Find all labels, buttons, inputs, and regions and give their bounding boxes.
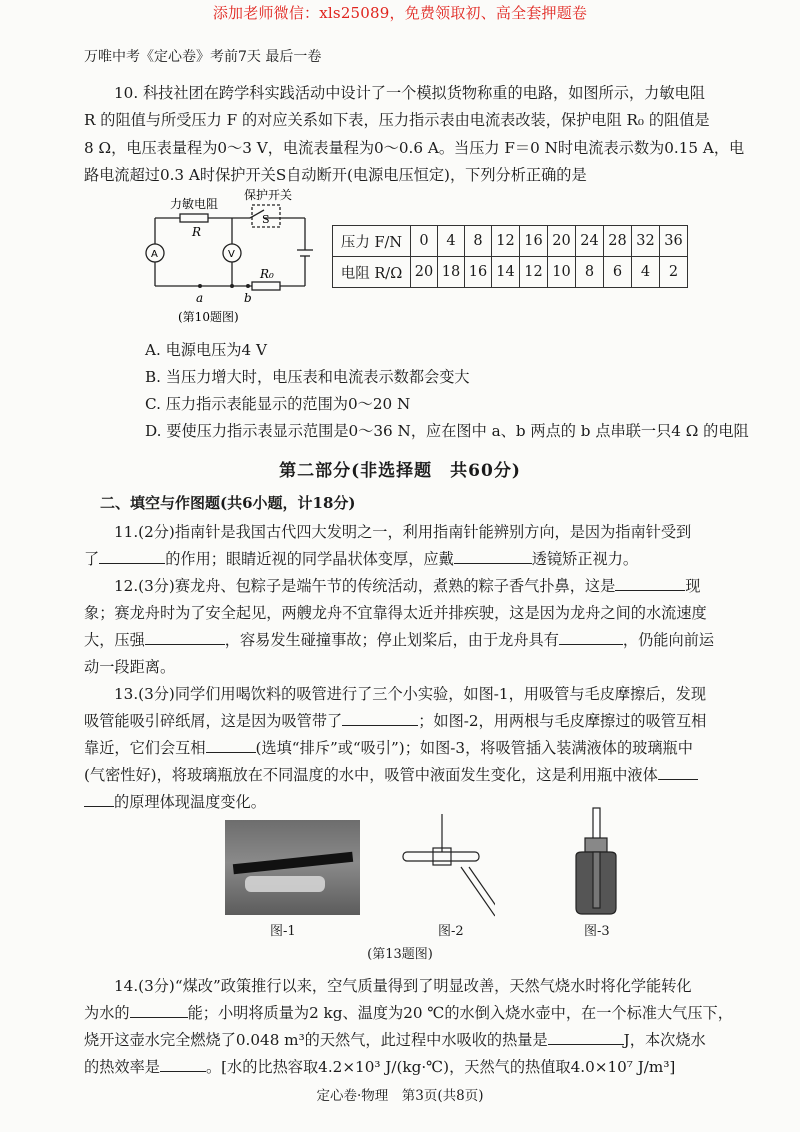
q11-blank-2[interactable]: [454, 547, 532, 564]
q10-force-resistance-table: [332, 225, 688, 288]
q12-blank-2[interactable]: [145, 628, 225, 645]
q13-line3: 靠近，它们会互相 (选填“排斥”或“吸引”)；如图-3，将吸管插入装满液体的玻璃瓶中: [84, 734, 762, 763]
q10-option-b[interactable]: B. 当压力增大时，电压表和电流表示数都会变大: [145, 368, 470, 386]
q10-line3: 8 Ω，电压表量程为0～3 V，电流表量程为0～0.6 A。当压力 F＝0 N时电流表示数为0.15 A，电: [84, 139, 745, 157]
q14-blank-2[interactable]: [548, 1028, 624, 1045]
svg-text:b: b: [244, 291, 252, 305]
q14-blank-3[interactable]: [160, 1055, 206, 1072]
q14-line3: 烧开这壶水完全燃烧了0.048 m³的天然气，此过程中水吸收的热量是 J，本次烧水: [84, 1026, 762, 1055]
figure-2-drawing: [395, 812, 495, 922]
figure-1-label: 图-1: [270, 924, 296, 939]
figure-2-label: 图-2: [438, 924, 464, 939]
q14-line2: 为水的 能；小明将质量为2 kg、温度为20 ℃的水倒入烧水壶中，在一个标准大气压下，: [84, 999, 762, 1028]
straw: [233, 852, 353, 874]
q13-line4: (气密性好)，将玻璃瓶放在不同温度的水中，吸管中液面发生变化，这是利用瓶中液体: [84, 761, 762, 790]
figure-1-photo: [225, 820, 360, 915]
label-switch: 保护开关: [244, 188, 293, 202]
q14-line4: 的热效率是 。[水的比热容取4.2×10³ J/(kg·℃)，天然气的热值取4.0×10⁷ J/m³]: [84, 1053, 762, 1082]
table-row: 压力 F/N 0 4 8 12 16 20 24 28 32 36: [333, 226, 688, 257]
q12-line3: 大，压强 ，容易发生碰撞事故；停止划桨后，由于龙舟具有 ，仍能向前运: [84, 626, 762, 655]
q10-circuit-diagram: [140, 188, 325, 328]
q14-blank-1[interactable]: [130, 1001, 188, 1018]
q13-figure-caption: (第13题图): [367, 947, 433, 962]
figure-3-label: 图-3: [584, 924, 610, 939]
q12-line4: 动一段距离。: [84, 658, 176, 676]
q10-figure-caption: (第10题图): [178, 310, 239, 324]
q13-line5: 的原理体现温度变化。: [84, 788, 762, 817]
q10-line2: R 的阻值与所受压力 F 的对应关系如下表，压力指示表由电流表改装，保护电阻 R₀ 的阻值是: [84, 111, 710, 129]
q13-line2: 吸管能吸引碎纸屑，这是因为吸管带了 ；如图-2，用两根与毛皮摩擦过的吸管互相: [84, 707, 762, 736]
q13-line1: 13.(3分)同学们用喝饮料的吸管进行了三个小实验，如图-1，用吸管与毛皮摩擦后，发现: [114, 685, 707, 703]
ammeter-symbol: A: [151, 249, 158, 260]
table-row: 电阻 R/Ω 20 18 16 14 12 10 8 6 4 2: [333, 257, 688, 288]
q10-line4: 路电流超过0.3 A时保护开关S自动断开(电源电压恒定)，下列分析正确的是: [84, 166, 587, 184]
page-footer: 定心卷·物理 第3页(共8页): [316, 1088, 484, 1104]
section-title: 第二部分(非选择题 共60分): [279, 461, 521, 481]
q12-line1: 12.(3分)赛龙舟、包粽子是端午节的传统活动，煮熟的粽子香气扑鼻，这是 现: [84, 572, 762, 601]
q12-blank-3[interactable]: [559, 628, 623, 645]
watermark-text: 添加老师微信：xls25089，免费领取初、高全套押题卷: [212, 4, 588, 22]
q10-line1: 10. 科技社团在跨学科实践活动中设计了一个模拟货物称重的电路，如图所示，力敏电阻: [114, 84, 705, 102]
section-subtitle: 二、填空与作图题(共6小题，计18分): [100, 494, 356, 512]
svg-text:a: a: [196, 291, 204, 305]
q10-option-c[interactable]: C. 压力指示表能显示的范围为0～20 N: [145, 395, 411, 413]
page-header: 万唯中考《定心卷》考前7天 最后一卷: [84, 49, 322, 65]
q11-line2: 了 的作用；眼睛近视的同学晶状体变厚，应戴 透镜矫正视力。: [84, 545, 762, 574]
q14-line1: 14.(3分)“煤改”政策推行以来，空气质量得到了明显改善，天然气烧水时将化学能转化: [114, 977, 692, 995]
svg-text:R: R: [192, 225, 202, 239]
paper-scraps: [245, 876, 325, 892]
q10-option-a[interactable]: A. 电源电压为4 V: [145, 341, 268, 359]
q13-blank-2[interactable]: [206, 736, 256, 753]
q10-option-d[interactable]: D. 要使压力指示表显示范围是0～36 N，应在图中 a、b 两点的 b 点串联一只4 Ω 的电阻: [145, 422, 749, 440]
q12-blank-1[interactable]: [615, 574, 685, 591]
label-force-resistor: 力敏电阻: [170, 197, 219, 211]
svg-text:S: S: [262, 213, 270, 226]
q13-blank-3[interactable]: [658, 763, 698, 780]
figure-3-bottle: [568, 806, 628, 918]
q12-line2: 象；赛龙舟时为了安全起见，两艘龙舟不宜靠得太近并排疾驶，这是因为龙舟之间的水流速度: [84, 604, 707, 622]
voltmeter-symbol: V: [228, 249, 235, 260]
svg-text:R₀: R₀: [260, 267, 274, 281]
q11-blank-1[interactable]: [99, 547, 165, 564]
q13-blank-1[interactable]: [342, 709, 418, 726]
q11-line1: 11.(2分)指南针是我国古代四大发明之一，利用指南针能辨别方向，是因为指南针受到: [114, 523, 692, 541]
